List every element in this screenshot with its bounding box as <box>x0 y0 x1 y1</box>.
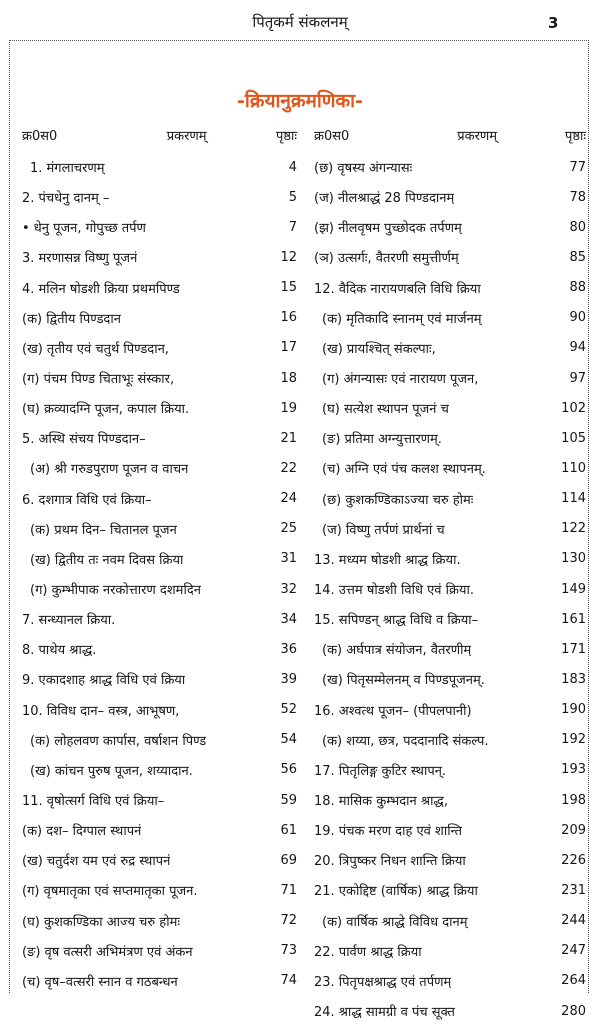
toc-entry <box>314 453 586 483</box>
toc-entry-label: 24. श्राद्ध सामग्री व पंच सूक्त <box>314 1005 455 1020</box>
left-column <box>22 122 297 996</box>
toc-entry-label: 22. पार्वण श्राद्ध क्रिया <box>314 944 422 960</box>
toc-entry <box>314 152 586 182</box>
toc-entry-label: (क) मृतिकादि स्नानम् एवं मार्जनम् <box>322 311 482 327</box>
toc-entry <box>314 514 586 544</box>
toc-entry <box>22 695 297 725</box>
toc-entry-page: 183 <box>561 671 586 687</box>
toc-entry-page: 77 <box>569 159 586 175</box>
toc-entry-page: 88 <box>569 280 586 296</box>
toc-entry-page: 105 <box>561 430 586 446</box>
toc-entry-label: (क) दश– दिग्पाल स्थापनं <box>22 824 142 840</box>
toc-entry-page: 19 <box>280 400 297 416</box>
toc-entry-label: (ञ) उत्सर्गः, वैतरणी समुत्तीर्णम् <box>314 251 459 267</box>
toc-entry-label: (ज) नीलश्राद्धं 28 पिण्डदानम् <box>314 191 455 207</box>
toc-entry-page: 4 <box>288 159 297 175</box>
toc-entry-label: 2. पंचधेनु दानम् – <box>22 191 110 207</box>
toc-entry-label: (ख) कांचन पुरुष पूजन, शय्यादान. <box>30 763 193 779</box>
toc-entry-label: (क) वार्षिक श्राद्धे विविध दानम् <box>322 914 468 930</box>
toc-entry-page: 56 <box>280 762 297 778</box>
toc-entry-label: (ख) पितृसम्मेलनम् व पिण्डपूजनम्. <box>322 673 485 689</box>
toc-entry <box>22 423 297 453</box>
toc-entry-label: (ङ) प्रतिमा अग्न्युत्तारणम्. <box>322 432 442 448</box>
toc-entry-label: (क) शय्या, छत्र, पददानादि संकल्प. <box>322 733 489 749</box>
toc-entry <box>22 484 297 514</box>
toc-entry <box>314 875 586 905</box>
toc-entry <box>22 303 297 333</box>
toc-entry-label: (ग) अंगन्यासः एवं नारायण पूजन, <box>322 372 479 388</box>
toc-entry <box>22 845 297 875</box>
topic-header: प्रकरणम् <box>166 129 207 144</box>
toc-entry <box>314 273 586 303</box>
toc-entry <box>22 453 297 483</box>
toc-entry <box>22 242 297 272</box>
toc-entry <box>22 544 297 574</box>
toc-entry-page: 192 <box>561 732 586 748</box>
page-header: पृष्ठाः <box>564 129 586 144</box>
toc-entry-label: (क) अर्घपात्र संयोजन, वैतरणीम् <box>322 643 472 659</box>
toc-entry-page: 247 <box>561 943 586 959</box>
toc-entry-page: 280 <box>561 1003 586 1019</box>
toc-entry <box>22 393 297 423</box>
toc-entry <box>22 273 297 303</box>
toc-entry-label: (ख) प्रायश्चित् संकल्पाः, <box>322 341 436 357</box>
toc-entry-label: (च) वृष–वत्सरी स्नान व गठबन्धन <box>22 974 178 990</box>
toc-entry <box>22 333 297 363</box>
toc-entry-page: 12 <box>280 249 297 265</box>
toc-entry-label: 15. सपिण्डन् श्राद्ध विधि व क्रिया– <box>314 613 479 629</box>
toc-entry-page: 17 <box>280 340 297 356</box>
toc-entry-label: (ङ) वृष वत्सरी अभिमंत्रण एवं अंकन <box>22 944 193 960</box>
toc-entry <box>22 785 297 815</box>
toc-entry-label: (ग) पंचम पिण्ड चिताभूः संस्कार, <box>22 372 175 388</box>
toc-entry-label: 11. वृषोत्सर्ग विधि एवं क्रिया– <box>22 794 165 810</box>
toc-entry <box>314 574 586 604</box>
toc-entry-label: 4. मलिन षोडशी क्रिया प्रथमपिण्ड <box>22 281 180 297</box>
toc-entry <box>22 604 297 634</box>
toc-entry-page: 36 <box>280 641 297 657</box>
toc-entry-page: 39 <box>280 671 297 687</box>
toc-entry <box>22 634 297 664</box>
toc-entry-label: (छ) कुशकण्डिकाऽज्या चरु होमः <box>322 492 474 508</box>
left-entries-list <box>22 152 297 996</box>
contents-title: -क्रियानुक्रमणिका- <box>237 90 363 112</box>
toc-entry-page: 110 <box>561 460 586 476</box>
toc-entry-page: 94 <box>569 340 586 356</box>
toc-entry-label: (छ) वृषस्य अंगन्यासः <box>314 161 413 177</box>
toc-entry <box>314 845 586 875</box>
toc-entry-label: 10. विविध दान– वस्त्र, आभूषण, <box>22 703 180 719</box>
toc-entry <box>314 544 586 574</box>
toc-entry <box>314 363 586 393</box>
toc-entry-label: 12. वैदिक नारायणबलि विधि क्रिया <box>314 281 481 297</box>
toc-entry-page: 244 <box>561 913 586 929</box>
toc-entry <box>22 815 297 845</box>
toc-entry <box>22 182 297 212</box>
toc-entry-page: 73 <box>280 943 297 959</box>
toc-entry-page: 90 <box>569 310 586 326</box>
toc-entry-label: 9. एकादशाह श्राद्ध विधि एवं क्रिया <box>22 673 186 689</box>
toc-entry-page: 198 <box>561 792 586 808</box>
toc-entry <box>314 212 586 242</box>
toc-entry-label: 19. पंचक मरण दाह एवं शान्ति <box>314 824 463 840</box>
toc-entry-page: 78 <box>569 189 586 205</box>
toc-entry <box>314 906 586 936</box>
toc-entry-label: 6. दशगात्र विधि एवं क्रिया– <box>22 492 152 508</box>
toc-entry-label: (ख) द्वितीय तः नवम दिवस क्रिया <box>30 552 184 568</box>
toc-entry-label: (घ) क्रव्यादग्नि पूजन, कपाल क्रिया. <box>22 402 190 418</box>
toc-entry-page: 31 <box>280 551 297 567</box>
toc-entry <box>22 936 297 966</box>
serial-header: क्र0स0 <box>22 129 58 144</box>
toc-entry <box>314 725 586 755</box>
toc-entry-label: 20. त्रिपुष्कर निधन शान्ति क्रिया <box>314 854 466 870</box>
page-header: पृष्ठाः <box>275 129 297 144</box>
toc-entry-page: 71 <box>280 882 297 898</box>
toc-entry-page: 231 <box>561 882 586 898</box>
toc-entry-label: (ग) कुम्भीपाक नरकोत्तारण दशमदिन <box>30 583 201 599</box>
toc-entry-label: (क) लोहलवण कार्पास, वर्षाशन पिण्ड <box>30 733 207 749</box>
toc-entry <box>314 242 586 272</box>
toc-entry-label: 8. पाथेय श्राद्ध. <box>22 643 97 659</box>
toc-entry-label: 17. पितृलिङ्ग कुटिर स्थापन्. <box>314 763 447 779</box>
toc-entry-page: 102 <box>561 400 586 416</box>
toc-entry-label: (ग) वृषमातृका एवं सप्तमातृका पूजन. <box>22 884 198 900</box>
toc-entry-label: 16. अश्वत्थ पूजन– (पीपलपानी) <box>314 703 472 719</box>
toc-entry <box>314 755 586 785</box>
toc-entry <box>314 393 586 423</box>
toc-entry-page: 61 <box>280 822 297 838</box>
toc-entry <box>314 936 586 966</box>
toc-entry <box>314 996 586 1026</box>
toc-entry <box>314 664 586 694</box>
toc-entry-page: 97 <box>569 370 586 386</box>
toc-entry-page: 7 <box>288 219 297 235</box>
toc-entry-page: 114 <box>561 491 586 507</box>
toc-entry-label: 23. पितृपक्षश्राद्ध एवं तर्पणम् <box>314 974 452 990</box>
toc-entry-page: 171 <box>561 641 586 657</box>
toc-entry-label: 1. मंगलाचरणम् <box>30 161 105 177</box>
toc-entry <box>22 725 297 755</box>
page-header-title: पितृकर्म संकलनम् <box>252 13 348 31</box>
toc-entry-label: (ख) तृतीय एवं चतुर्थ पिण्डदान, <box>22 341 169 357</box>
toc-entry-page: 32 <box>280 581 297 597</box>
toc-entry-page: 190 <box>561 702 586 718</box>
toc-entry <box>314 785 586 815</box>
toc-entry-page: 72 <box>280 913 297 929</box>
toc-entry-label: (च) अग्नि एवं पंच कलश स्थापनम्. <box>322 462 486 478</box>
toc-entry-page: 54 <box>280 732 297 748</box>
toc-entry-page: 130 <box>561 551 586 567</box>
toc-entry <box>314 604 586 634</box>
page-number: 3 <box>548 14 559 32</box>
toc-entry <box>314 484 586 514</box>
topic-header: प्रकरणम् <box>457 129 498 144</box>
left-column-header <box>22 122 297 148</box>
toc-entry-page: 59 <box>280 792 297 808</box>
toc-entry-page: 21 <box>280 430 297 446</box>
toc-entry <box>22 152 297 182</box>
toc-entry-page: 22 <box>280 460 297 476</box>
toc-entry-label: 5. अस्थि संचय पिण्डदान– <box>22 432 146 448</box>
toc-entry-label: (झ) नीलवृषम पुच्छोदक तर्पणम् <box>314 221 462 237</box>
toc-entry-page: 5 <box>288 189 297 205</box>
toc-entry <box>22 212 297 242</box>
toc-entry-page: 34 <box>280 611 297 627</box>
toc-entry <box>22 574 297 604</box>
toc-entry-page: 122 <box>561 521 586 537</box>
toc-entry-page: 69 <box>280 852 297 868</box>
toc-entry-label: 7. सन्ध्यानल क्रिया. <box>22 613 116 629</box>
toc-entry-label: (घ) सत्येश स्थापन पूजनं च <box>322 402 449 418</box>
toc-entry-label: (घ) कुशकण्डिका आज्य चरु होमः <box>22 914 180 930</box>
toc-entry-label: (क) द्वितीय पिण्डदान <box>22 311 121 327</box>
toc-entry-label: 21. एकोद्दिष्ट (वार्षिक) श्राद्ध क्रिया <box>314 884 478 900</box>
toc-entry-label: (अ) श्री गरुडपुराण पूजन व वाचन <box>30 462 189 478</box>
toc-entry-label: (ज) विष्णु तर्पणं प्रार्थनां च <box>322 522 445 538</box>
right-column <box>314 122 586 1026</box>
toc-entry <box>22 966 297 996</box>
toc-entry-label: 13. मध्यम षोडशी श्राद्ध क्रिया. <box>314 552 461 568</box>
toc-entry-label: (ख) चतुर्दश यम एवं रुद्र स्थापनं <box>22 854 171 870</box>
toc-entry <box>314 182 586 212</box>
toc-entry-page: 80 <box>569 219 586 235</box>
toc-entry <box>314 966 586 996</box>
toc-entry-page: 149 <box>561 581 586 597</box>
toc-entry <box>22 363 297 393</box>
toc-entry <box>314 634 586 664</box>
toc-entry-page: 15 <box>280 280 297 296</box>
toc-entry-page: 161 <box>561 611 586 627</box>
toc-entry <box>22 514 297 544</box>
toc-entry <box>22 875 297 905</box>
serial-header: क्र0स0 <box>314 129 350 144</box>
toc-entry <box>22 906 297 936</box>
toc-entry-label: • धेनु पूजन, गोपुच्छ तर्पण <box>22 221 146 237</box>
toc-entry-label: 3. मरणासन्न विष्णु पूजनं <box>22 251 138 267</box>
right-column-header <box>314 122 586 148</box>
toc-entry-page: 16 <box>280 310 297 326</box>
toc-entry <box>314 333 586 363</box>
right-entries-list <box>314 152 586 1026</box>
toc-entry-page: 209 <box>561 822 586 838</box>
toc-entry-label: 18. मासिक कुम्भदान श्राद्ध, <box>314 794 448 810</box>
toc-entry <box>314 695 586 725</box>
toc-entry <box>314 303 586 333</box>
toc-entry-page: 85 <box>569 249 586 265</box>
toc-entry-page: 18 <box>280 370 297 386</box>
toc-entry-page: 52 <box>280 702 297 718</box>
toc-entry <box>314 423 586 453</box>
toc-entry-page: 193 <box>561 762 586 778</box>
toc-entry-page: 226 <box>561 852 586 868</box>
toc-entry-page: 24 <box>280 491 297 507</box>
toc-entry-label: (क) प्रथम दिन– चितानल पूजन <box>30 522 177 538</box>
toc-entry-page: 264 <box>561 973 586 989</box>
toc-entry <box>22 755 297 785</box>
toc-entry-label: 14. उत्तम षोडशी विधि एवं क्रिया. <box>314 583 475 599</box>
toc-entry-page: 74 <box>280 973 297 989</box>
toc-entry-page: 25 <box>280 521 297 537</box>
toc-entry <box>22 664 297 694</box>
toc-entry <box>314 815 586 845</box>
